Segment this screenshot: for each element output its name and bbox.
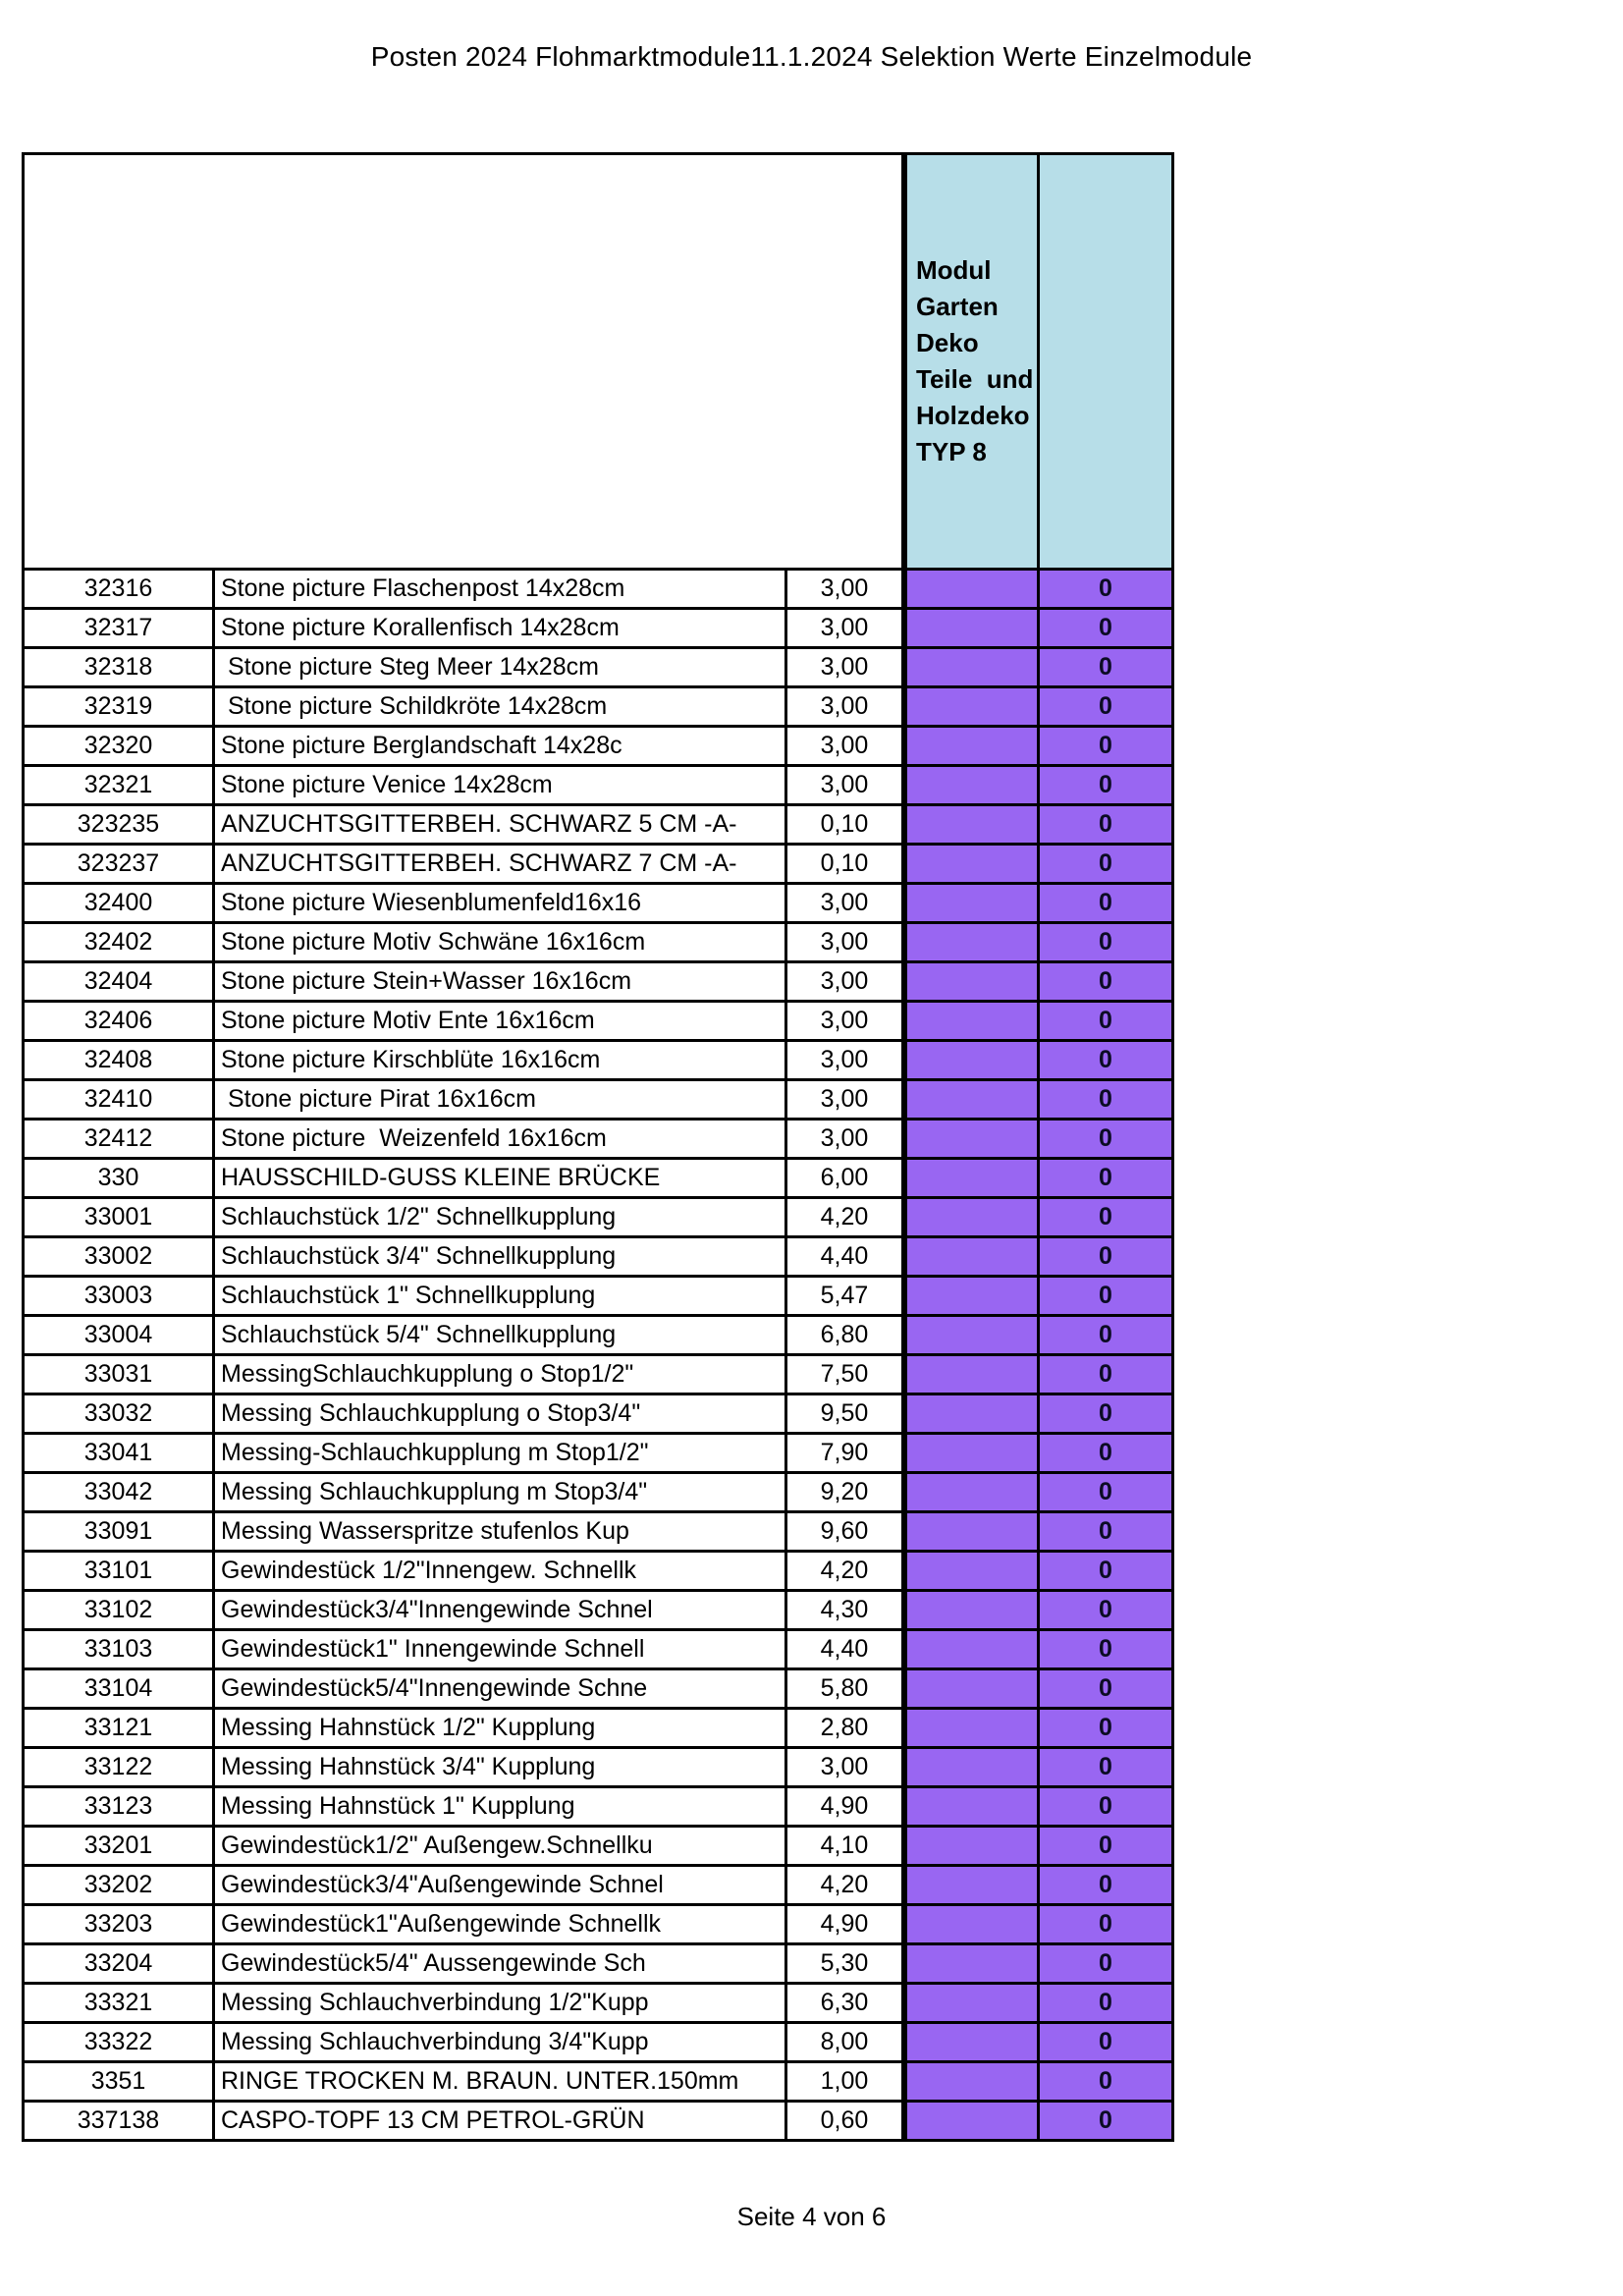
module-row <box>906 609 1173 648</box>
module-header-line: TYP 8 <box>916 437 987 466</box>
item-description-cell: Messing Schlauchverbindung 3/4"Kupp <box>214 2023 786 2062</box>
table-row <box>24 1827 903 1866</box>
item-id-cell: 33204 <box>24 1944 214 1984</box>
item-price-cell: 4,40 <box>786 1630 903 1669</box>
module-empty-cell <box>906 884 1039 923</box>
item-id-cell: 32316 <box>24 570 214 609</box>
item-price-cell: 9,60 <box>786 1512 903 1552</box>
item-id-cell: 33321 <box>24 1984 214 2023</box>
item-id-cell: 32412 <box>24 1120 214 1159</box>
module-row <box>906 1669 1173 1709</box>
item-price-cell: 6,00 <box>786 1159 903 1198</box>
item-description-cell: Messing Schlauchkupplung m Stop3/4" <box>214 1473 786 1512</box>
item-price-cell: 6,30 <box>786 1984 903 2023</box>
module-row <box>906 1198 1173 1237</box>
table-row <box>24 1552 903 1591</box>
item-description-cell: Stone picture Steg Meer 14x28cm <box>214 648 786 687</box>
item-description-cell: Schlauchstück 5/4" Schnellkupplung <box>214 1316 786 1355</box>
item-id-cell: 33123 <box>24 1787 214 1827</box>
item-price-cell: 6,80 <box>786 1316 903 1355</box>
module-value-cell: 0 <box>1039 923 1173 962</box>
module-row <box>906 1748 1173 1787</box>
item-price-cell: 4,10 <box>786 1827 903 1866</box>
module-row <box>906 1591 1173 1630</box>
item-description-cell: Gewindestück3/4"Außengewinde Schnel <box>214 1866 786 1905</box>
item-price-cell: 0,10 <box>786 805 903 845</box>
page-title: Posten 2024 Flohmarktmodule11.1.2024 Selektion Werte Einzelmodule <box>370 41 1253 72</box>
module-table <box>904 152 1174 2142</box>
item-price-cell: 5,80 <box>786 1669 903 1709</box>
module-value-cell: 0 <box>1039 1944 1173 1984</box>
item-description-cell: Stone picture Stein+Wasser 16x16cm <box>214 962 786 1002</box>
item-description-cell: Stone picture Wiesenblumenfeld16x16 <box>214 884 786 923</box>
module-empty-cell <box>906 1394 1039 1434</box>
table-row <box>24 1512 903 1552</box>
module-value-cell: 0 <box>1039 962 1173 1002</box>
module-row <box>906 1159 1173 1198</box>
module-value-cell: 0 <box>1039 727 1173 766</box>
item-price-cell: 5,30 <box>786 1944 903 1984</box>
module-row <box>906 1434 1173 1473</box>
item-price-cell: 4,90 <box>786 1787 903 1827</box>
item-id-cell: 33042 <box>24 1473 214 1512</box>
module-row <box>906 1002 1173 1041</box>
module-empty-cell <box>906 1866 1039 1905</box>
item-description-cell: Schlauchstück 1" Schnellkupplung <box>214 1277 786 1316</box>
module-row <box>906 1630 1173 1669</box>
item-price-cell: 3,00 <box>786 1120 903 1159</box>
item-id-cell: 323235 <box>24 805 214 845</box>
module-value-cell: 0 <box>1039 1002 1173 1041</box>
module-empty-cell <box>906 1277 1039 1316</box>
module-row <box>906 727 1173 766</box>
module-row <box>906 1944 1173 1984</box>
module-value-cell: 0 <box>1039 687 1173 727</box>
module-value-cell: 0 <box>1039 1591 1173 1630</box>
module-row <box>906 687 1173 727</box>
table-row <box>24 1905 903 1944</box>
item-price-cell: 7,50 <box>786 1355 903 1394</box>
module-value-cell: 0 <box>1039 1827 1173 1866</box>
item-id-cell: 32319 <box>24 687 214 727</box>
table-row <box>24 1944 903 1984</box>
table-row <box>24 1198 903 1237</box>
item-id-cell: 33102 <box>24 1591 214 1630</box>
module-empty-cell <box>906 687 1039 727</box>
module-value-cell: 0 <box>1039 1512 1173 1552</box>
item-price-cell: 2,80 <box>786 1709 903 1748</box>
module-empty-cell <box>906 2062 1039 2102</box>
item-description-cell: MessingSchlauchkupplung o Stop1/2" <box>214 1355 786 1394</box>
module-empty-cell <box>906 1905 1039 1944</box>
module-header-empty-cell <box>1039 154 1173 570</box>
item-price-cell: 3,00 <box>786 1748 903 1787</box>
item-id-cell: 32410 <box>24 1080 214 1120</box>
module-value-cell: 0 <box>1039 1041 1173 1080</box>
module-header-line: Holzdeko <box>916 401 1030 430</box>
module-value-cell: 0 <box>1039 1709 1173 1748</box>
item-id-cell: 33202 <box>24 1866 214 1905</box>
module-row <box>906 1512 1173 1552</box>
table-row <box>24 1237 903 1277</box>
module-row <box>906 570 1173 609</box>
item-description-cell: Stone picture Kirschblüte 16x16cm <box>214 1041 786 1080</box>
module-empty-cell <box>906 1944 1039 1984</box>
item-description-cell: RINGE TROCKEN M. BRAUN. UNTER.150mm <box>214 2062 786 2102</box>
module-row <box>906 766 1173 805</box>
module-row <box>906 805 1173 845</box>
module-empty-cell <box>906 1787 1039 1827</box>
module-row <box>906 2102 1173 2141</box>
item-price-cell: 4,20 <box>786 1552 903 1591</box>
item-id-cell: 33104 <box>24 1669 214 1709</box>
item-price-cell: 3,00 <box>786 1041 903 1080</box>
module-empty-cell <box>906 1512 1039 1552</box>
item-description-cell: Gewindestück1/2" Außengew.Schnellku <box>214 1827 786 1866</box>
item-description-cell: Messing-Schlauchkupplung m Stop1/2" <box>214 1434 786 1473</box>
item-id-cell: 32404 <box>24 962 214 1002</box>
item-description-cell: Stone picture Schildkröte 14x28cm <box>214 687 786 727</box>
item-description-cell: Stone picture Berglandschaft 14x28c <box>214 727 786 766</box>
item-description-cell: Stone picture Motiv Schwäne 16x16cm <box>214 923 786 962</box>
items-tbody <box>24 154 903 2141</box>
module-value-cell: 0 <box>1039 1473 1173 1512</box>
item-description-cell: ANZUCHTSGITTERBEH. SCHWARZ 5 CM -A- <box>214 805 786 845</box>
module-empty-cell <box>906 766 1039 805</box>
module-empty-cell <box>906 1827 1039 1866</box>
module-row <box>906 1316 1173 1355</box>
module-value-cell: 0 <box>1039 845 1173 884</box>
item-id-cell: 33322 <box>24 2023 214 2062</box>
item-id-cell: 32317 <box>24 609 214 648</box>
module-header-label <box>907 252 1037 470</box>
module-value-cell: 0 <box>1039 2102 1173 2141</box>
item-price-cell: 4,20 <box>786 1866 903 1905</box>
item-id-cell: 33001 <box>24 1198 214 1237</box>
table-row <box>24 805 903 845</box>
module-row <box>906 1552 1173 1591</box>
item-id-cell: 33032 <box>24 1394 214 1434</box>
item-description-cell: Schlauchstück 1/2" Schnellkupplung <box>214 1198 786 1237</box>
module-value-cell: 0 <box>1039 1198 1173 1237</box>
item-id-cell: 33121 <box>24 1709 214 1748</box>
item-description-cell: Messing Schlauchkupplung o Stop3/4" <box>214 1394 786 1434</box>
table-row <box>24 1669 903 1709</box>
module-value-cell: 0 <box>1039 1748 1173 1787</box>
item-id-cell: 33004 <box>24 1316 214 1355</box>
module-row <box>906 1120 1173 1159</box>
module-empty-cell <box>906 609 1039 648</box>
item-description-cell: Gewindestück5/4"Innengewinde Schne <box>214 1669 786 1709</box>
item-description-cell: Stone picture Weizenfeld 16x16cm <box>214 1120 786 1159</box>
item-id-cell: 3351 <box>24 2062 214 2102</box>
module-value-cell: 0 <box>1039 1669 1173 1709</box>
module-value-cell: 0 <box>1039 1552 1173 1591</box>
module-value-cell: 0 <box>1039 2023 1173 2062</box>
item-id-cell: 330 <box>24 1159 214 1198</box>
item-description-cell: Stone picture Motiv Ente 16x16cm <box>214 1002 786 1041</box>
module-value-cell: 0 <box>1039 648 1173 687</box>
table-row <box>24 1120 903 1159</box>
item-description-cell: Gewindestück 1/2"Innengew. Schnellk <box>214 1552 786 1591</box>
module-value-cell: 0 <box>1039 1316 1173 1355</box>
module-value-cell: 0 <box>1039 1905 1173 1944</box>
item-price-cell: 3,00 <box>786 766 903 805</box>
item-price-cell: 3,00 <box>786 884 903 923</box>
table-row <box>24 2102 903 2141</box>
table-area <box>22 152 1174 2142</box>
table-row <box>24 1277 903 1316</box>
item-description-cell: CASPO-TOPF 13 CM PETROL-GRÜN <box>214 2102 786 2141</box>
table-row <box>24 687 903 727</box>
module-row <box>906 1277 1173 1316</box>
module-header-line: Modul <box>916 255 992 285</box>
module-empty-cell <box>906 1669 1039 1709</box>
module-row <box>906 1984 1173 2023</box>
module-empty-cell <box>906 1080 1039 1120</box>
module-empty-cell <box>906 1748 1039 1787</box>
item-id-cell: 32402 <box>24 923 214 962</box>
table-row <box>24 609 903 648</box>
table-row <box>24 1630 903 1669</box>
module-empty-cell <box>906 648 1039 687</box>
module-value-cell: 0 <box>1039 1237 1173 1277</box>
item-price-cell: 9,50 <box>786 1394 903 1434</box>
item-price-cell: 4,20 <box>786 1198 903 1237</box>
item-description-cell: Messing Schlauchverbindung 1/2"Kupp <box>214 1984 786 2023</box>
table-row <box>24 1748 903 1787</box>
item-id-cell: 32408 <box>24 1041 214 1080</box>
module-empty-cell <box>906 1120 1039 1159</box>
table-row <box>24 570 903 609</box>
module-value-cell: 0 <box>1039 609 1173 648</box>
items-table <box>22 152 904 2142</box>
table-row <box>24 1316 903 1355</box>
item-id-cell: 33122 <box>24 1748 214 1787</box>
item-description-cell: Gewindestück3/4"Innengewinde Schnel <box>214 1591 786 1630</box>
item-price-cell: 3,00 <box>786 1002 903 1041</box>
module-empty-cell <box>906 923 1039 962</box>
module-value-cell: 0 <box>1039 570 1173 609</box>
table-row <box>24 1709 903 1748</box>
item-price-cell: 9,20 <box>786 1473 903 1512</box>
module-header-line: Deko <box>916 328 979 357</box>
table-row <box>24 648 903 687</box>
module-row <box>906 962 1173 1002</box>
item-id-cell: 33031 <box>24 1355 214 1394</box>
module-empty-cell <box>906 1237 1039 1277</box>
item-description-cell: Messing Hahnstück 1/2" Kupplung <box>214 1709 786 1748</box>
module-empty-cell <box>906 2102 1039 2141</box>
item-id-cell: 33091 <box>24 1512 214 1552</box>
module-value-cell: 0 <box>1039 1787 1173 1827</box>
module-value-cell: 0 <box>1039 766 1173 805</box>
module-empty-cell <box>906 1002 1039 1041</box>
table-row <box>24 1355 903 1394</box>
table-row <box>24 2062 903 2102</box>
module-tbody <box>906 154 1173 2141</box>
item-id-cell: 33103 <box>24 1630 214 1669</box>
table-row <box>24 962 903 1002</box>
item-price-cell: 4,40 <box>786 1237 903 1277</box>
module-row <box>906 1905 1173 1944</box>
item-price-cell: 1,00 <box>786 2062 903 2102</box>
item-price-cell: 3,00 <box>786 1080 903 1120</box>
module-header-line: Teile und <box>916 364 1034 394</box>
empty-header-cell <box>24 154 903 570</box>
module-empty-cell <box>906 1041 1039 1080</box>
module-row <box>906 2062 1173 2102</box>
module-row <box>906 1041 1173 1080</box>
table-row <box>24 766 903 805</box>
item-id-cell: 32406 <box>24 1002 214 1041</box>
module-empty-cell <box>906 1316 1039 1355</box>
module-row <box>906 648 1173 687</box>
module-row <box>906 1866 1173 1905</box>
table-row <box>24 1434 903 1473</box>
item-description-cell: ANZUCHTSGITTERBEH. SCHWARZ 7 CM -A- <box>214 845 786 884</box>
module-empty-cell <box>906 1984 1039 2023</box>
table-row <box>24 1159 903 1198</box>
module-row <box>906 1473 1173 1512</box>
module-row <box>906 884 1173 923</box>
item-price-cell: 4,30 <box>786 1591 903 1630</box>
table-row <box>24 1394 903 1434</box>
item-price-cell: 3,00 <box>786 609 903 648</box>
item-id-cell: 32318 <box>24 648 214 687</box>
item-price-cell: 3,00 <box>786 687 903 727</box>
item-description-cell: HAUSSCHILD-GUSS KLEINE BRÜCKE <box>214 1159 786 1198</box>
item-id-cell: 32320 <box>24 727 214 766</box>
item-id-cell: 32321 <box>24 766 214 805</box>
module-value-cell: 0 <box>1039 1080 1173 1120</box>
module-value-cell: 0 <box>1039 1984 1173 2023</box>
item-price-cell: 8,00 <box>786 2023 903 2062</box>
module-value-cell: 0 <box>1039 1394 1173 1434</box>
module-row <box>906 845 1173 884</box>
item-price-cell: 4,90 <box>786 1905 903 1944</box>
item-price-cell: 0,10 <box>786 845 903 884</box>
module-row <box>906 1237 1173 1277</box>
module-value-cell: 0 <box>1039 805 1173 845</box>
module-row <box>906 1394 1173 1434</box>
module-header-row <box>906 154 1173 570</box>
item-id-cell: 33201 <box>24 1827 214 1866</box>
item-id-cell: 33002 <box>24 1237 214 1277</box>
item-id-cell: 33041 <box>24 1434 214 1473</box>
module-value-cell: 0 <box>1039 1434 1173 1473</box>
item-price-cell: 3,00 <box>786 570 903 609</box>
item-price-cell: 3,00 <box>786 727 903 766</box>
module-row <box>906 1709 1173 1748</box>
item-description-cell: Messing Hahnstück 3/4" Kupplung <box>214 1748 786 1787</box>
table-row <box>24 1866 903 1905</box>
items-header-row <box>24 154 903 570</box>
module-row <box>906 1355 1173 1394</box>
item-description-cell: Messing Wasserspritze stufenlos Kup <box>214 1512 786 1552</box>
module-header-line: Garten <box>916 292 999 321</box>
item-price-cell: 3,00 <box>786 648 903 687</box>
table-row <box>24 1591 903 1630</box>
module-value-cell: 0 <box>1039 1159 1173 1198</box>
module-empty-cell <box>906 1434 1039 1473</box>
module-value-cell: 0 <box>1039 884 1173 923</box>
item-description-cell: Stone picture Korallenfisch 14x28cm <box>214 609 786 648</box>
item-id-cell: 337138 <box>24 2102 214 2141</box>
module-value-cell: 0 <box>1039 2062 1173 2102</box>
module-empty-cell <box>906 1591 1039 1630</box>
table-row <box>24 1041 903 1080</box>
item-price-cell: 3,00 <box>786 923 903 962</box>
table-row <box>24 1080 903 1120</box>
item-description-cell: Stone picture Flaschenpost 14x28cm <box>214 570 786 609</box>
item-id-cell: 323237 <box>24 845 214 884</box>
item-description-cell: Stone picture Venice 14x28cm <box>214 766 786 805</box>
item-description-cell: Gewindestück1" Innengewinde Schnell <box>214 1630 786 1669</box>
module-empty-cell <box>906 1630 1039 1669</box>
item-description-cell: Gewindestück5/4" Aussengewinde Sch <box>214 1944 786 1984</box>
table-row <box>24 1984 903 2023</box>
table-row <box>24 1002 903 1041</box>
table-row <box>24 2023 903 2062</box>
module-value-cell: 0 <box>1039 1630 1173 1669</box>
item-description-cell: Schlauchstück 3/4" Schnellkupplung <box>214 1237 786 1277</box>
module-empty-cell <box>906 1198 1039 1237</box>
item-id-cell: 32400 <box>24 884 214 923</box>
module-value-cell: 0 <box>1039 1355 1173 1394</box>
item-price-cell: 7,90 <box>786 1434 903 1473</box>
item-id-cell: 33003 <box>24 1277 214 1316</box>
module-value-cell: 0 <box>1039 1866 1173 1905</box>
module-empty-cell <box>906 1473 1039 1512</box>
page-footer: Seite 4 von 6 <box>736 2202 887 2231</box>
table-row <box>24 1787 903 1827</box>
module-row <box>906 1827 1173 1866</box>
module-row <box>906 2023 1173 2062</box>
module-empty-cell <box>906 570 1039 609</box>
module-empty-cell <box>906 805 1039 845</box>
table-row <box>24 884 903 923</box>
module-empty-cell <box>906 2023 1039 2062</box>
item-price-cell: 5,47 <box>786 1277 903 1316</box>
item-id-cell: 33101 <box>24 1552 214 1591</box>
table-row <box>24 923 903 962</box>
module-row <box>906 923 1173 962</box>
module-row <box>906 1787 1173 1827</box>
module-header-cell <box>906 154 1039 570</box>
table-row <box>24 1473 903 1512</box>
table-row <box>24 727 903 766</box>
item-description-cell: Stone picture Pirat 16x16cm <box>214 1080 786 1120</box>
module-value-cell: 0 <box>1039 1120 1173 1159</box>
item-price-cell: 3,00 <box>786 962 903 1002</box>
module-row <box>906 1080 1173 1120</box>
module-empty-cell <box>906 1709 1039 1748</box>
module-empty-cell <box>906 727 1039 766</box>
module-empty-cell <box>906 962 1039 1002</box>
item-id-cell: 33203 <box>24 1905 214 1944</box>
module-empty-cell <box>906 845 1039 884</box>
module-empty-cell <box>906 1552 1039 1591</box>
module-value-cell: 0 <box>1039 1277 1173 1316</box>
module-empty-cell <box>906 1159 1039 1198</box>
module-empty-cell <box>906 1355 1039 1394</box>
item-price-cell: 0,60 <box>786 2102 903 2141</box>
item-description-cell: Messing Hahnstück 1" Kupplung <box>214 1787 786 1827</box>
item-description-cell: Gewindestück1"Außengewinde Schnellk <box>214 1905 786 1944</box>
table-row <box>24 845 903 884</box>
